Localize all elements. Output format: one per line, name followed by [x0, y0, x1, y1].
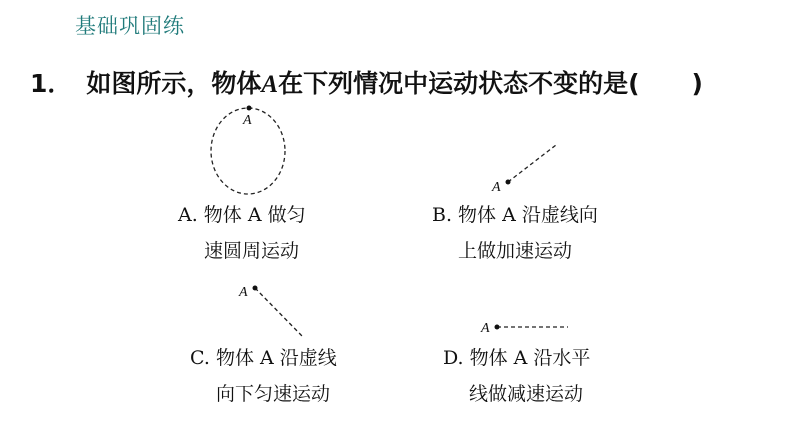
option-a-line2: 速圆周运动: [204, 240, 300, 262]
figure-a: [211, 106, 285, 195]
figure-b: [491, 145, 556, 195]
object-label: A: [481, 321, 490, 336]
object-label: A: [492, 180, 501, 195]
option-a[interactable]: [178, 197, 306, 269]
option-b-line1: B. 物体 A 沿虚线向: [432, 204, 598, 226]
object-label: A: [239, 285, 248, 300]
option-d-line1: D. 物体 A 沿水平: [443, 347, 591, 369]
object-point: [253, 286, 258, 291]
section-title: 基础巩固练: [75, 14, 185, 38]
question-close-paren: ): [691, 69, 703, 98]
object-point: [506, 180, 511, 185]
option-b[interactable]: [432, 197, 598, 269]
question-object-letter: A: [261, 71, 279, 98]
option-d[interactable]: [443, 340, 590, 412]
question-text-after: 在下列情况中运动状态不变的是(: [278, 69, 640, 98]
option-c[interactable]: [190, 340, 337, 412]
question-number: 1．: [30, 69, 73, 98]
upward-path: [508, 145, 556, 182]
object-label: A: [243, 113, 252, 128]
option-c-line1: C. 物体 A 沿虚线: [190, 347, 337, 369]
option-b-line2: 上做加速运动: [458, 240, 573, 262]
option-a-line1: A. 物体 A 做匀: [178, 204, 306, 226]
figure-c: [238, 285, 303, 337]
downward-path: [255, 288, 303, 337]
option-d-line2: 线做减速运动: [469, 383, 584, 405]
option-c-line2: 向下匀速运动: [216, 383, 331, 405]
object-point: [495, 325, 500, 330]
figure-d: [480, 321, 568, 336]
object-point: [247, 106, 252, 111]
question-text-before: 如图所示，物体: [86, 69, 262, 98]
